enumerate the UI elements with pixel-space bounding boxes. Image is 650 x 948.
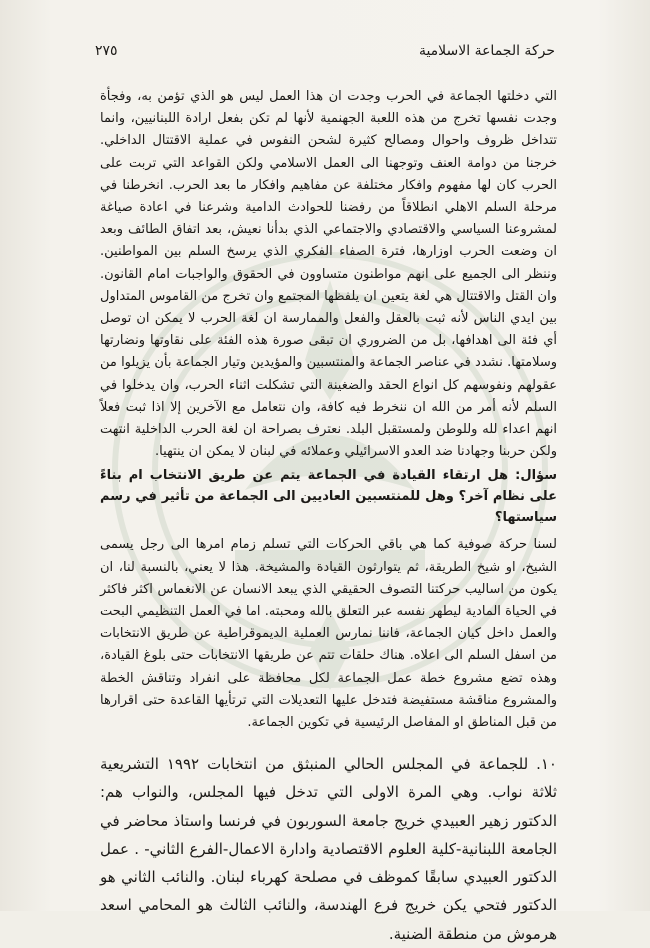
page-header <box>95 43 555 65</box>
interview-question: سؤال: هل ارتقاء القيادة في الجماعة يتم عن طريق الانتخاب ام بناءً على نظام آخر؟ وهل للمنتسبين العاديين الى الجماعة من تأثير في رسم سياستها؟ <box>100 468 557 526</box>
page-body <box>100 86 557 948</box>
interview-answer: لسنا حركة صوفية كما هي باقي الحركات التي تسلم زمام امرها الى رجل يسمى الشيخ، او شيخ الطريقة، ثم يتوارثون القيادة والمشيخة. هذا لا يعني، بالنسبة لنا، ان يكون من اساليب حركتنا التصوف الحقيقي الذي يبعد الانسان عن الانغماس اكثر فاكثر في الحياة المادية ليطهر نفسه عبر التعلق بالله ومحبته. اما في العمل التنظيمي البحت والعمل داخل كيان الجماعة، فاننا نمارس العملية الديموقراطية عن طريق الانتخابات من اسفل السلم الى اعلاه. هناك حلقات تتم عن طريقها الانتخابات حتى بلوغ القيادة، وهذه تضع مشروع خطة عمل الجماعة لكل محافظة على انفراد وتناقش الخطة والمشروع مناقشة مستفيضة فتدخل عليها التعديلات التي ترتأيها القاعدة حتى اقرارها من قبل المناطق او المفاصل الرئيسية في تكوين الجماعة. <box>100 537 557 731</box>
page-number: ٢٧٥ <box>95 43 118 59</box>
running-title: حركة الجماعة الاسلامية <box>418 43 555 59</box>
paragraph-main: التي دخلتها الجماعة في الحرب وجدت ان هذا العمل ليس هو الذي تؤمن به، وفجأة وجدت نفسها تخرج من هذه اللعبة الجهنمية لأنها لم تكن بفعل ارادة اللبنانيين، وانما تتداخل ظروف واحوال ومصالح كثيرة لشحن النفوس في عملية الاقتتال الداخلي. خرجنا من دوامة العنف وتوجهنا الى العمل الاسلامي ولكن القواعد التي تربت على الحرب كان لها مفهوم وافكار مختلفة عن مفاهيم وافكار ما بعد الحرب. انخرطنا في مرحلة السلم الاهلي انطلاقاً من رفضنا للحوادث الدامية وشرعنا في اعادة صياغة لمشروعنا السياسي والاقتصادي والاجتماعي الذي بدأنا نعيش، بعد اتفاق الطائف وبعد ان وضعت الحرب اوزارها، فترة الصفاء الفكري الذي يرسخ السلم بين المواطنين. وننظر الى الجميع على انهم مواطنون متساوون في الحقوق والواجبات امام القانون. وان القتل والاقتتال هي لغة يتعين ان يلفظها المجتمع وان تخرج من القاموس المتداول بين ايدي الناس لأنه ثبت بالعقل والفعل والممارسة ان لغة الحرب لا يمكن ان توصل أي فئة الى اهدافها، بل من الضروري ان تبقى صورة هذه الفئة على نقاوتها ونضارتها وسلامتها. نشدد في عناصر الجماعة والمنتسبين والمؤيدين وتيار الجماعة بأن يزيلوا من عقولهم ونفوسهم كل انواع الحقد والضغينة التي تشكلت اثناء الحرب، وان يدخلوا في السلم لأنه أمر من الله ان ننخرط فيه كافة، وان نتعامل مع الآخرين إلا اذا ثبت فعلاً انهم اعداء لله وللوطن ولمستقبل البلد. نعترف بصراحة ان لغة الحرب الداخلية انتهت ولكن حربنا وجهادنا ضد العدو الاسرائيلي وعملائه في لبنان لا يمكن ان ينتهيا. <box>100 89 557 460</box>
footnote-10: ١٠. للجماعة في المجلس الحالي المنبثق من انتخابات ١٩٩٢ التشريعية ثلاثة نواب. وهي المرة الاولى التي تدخل فيها المجلس، والنواب هم: الدكتور زهير العبيدي خريج جامعة السوربون في فرنسا واستاذ محاضر في الجامعة اللبنانية-كلية العلوم الاقتصادية وادارة الاعمال-الفرع الثاني- . عمل الدكتور العبيدي سابقًا كموظف في مصلحة كهرباء لبنان. والنائب الثاني هو الدكتور فتحي يكن خريج فرع الهندسة، والنائب الثالث هو المحامي اسعد هرموش من منطقة الضنية. <box>100 755 557 943</box>
